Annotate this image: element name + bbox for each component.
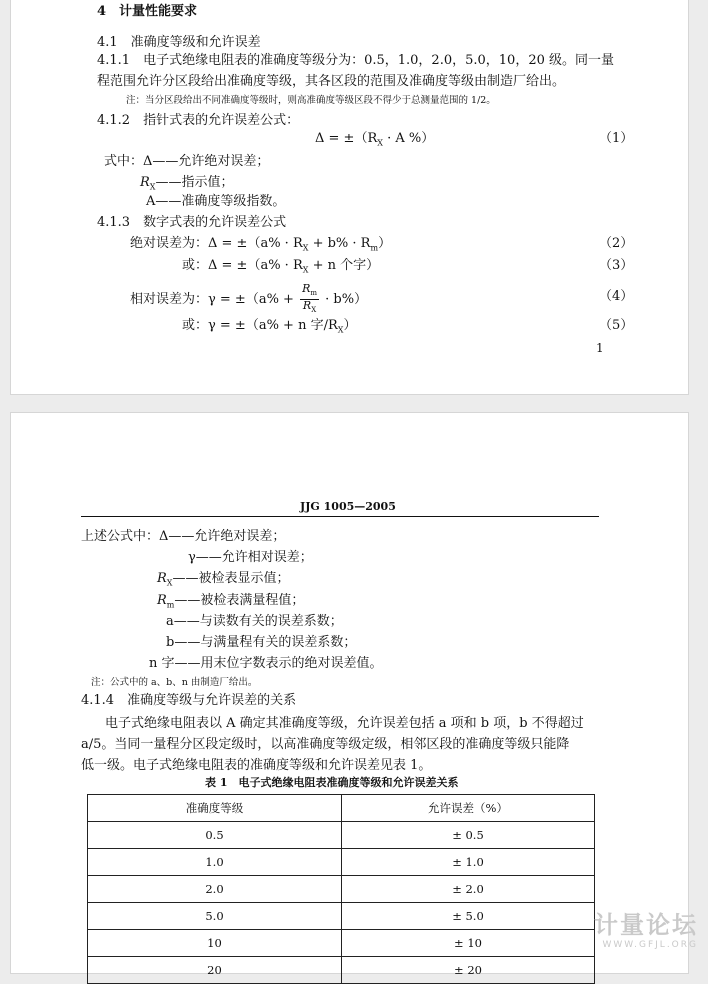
- subsection-4-1-3-title: 4.1.3 数字式表的允许误差公式: [97, 215, 287, 230]
- note-4-1-1: 注：当分区段给出不同准确度等级时，则高准确度等级区段不得少于总测量范围的 1/2。: [126, 95, 496, 106]
- equation-number-5: （5）: [599, 318, 634, 333]
- equation-number-1: （1）: [599, 131, 634, 146]
- legend-rx-symbol: R: [157, 571, 167, 586]
- formula-3-subscript: X: [302, 265, 309, 275]
- paragraph-4-1-4-line3: 低一级。电子式绝缘电阻表的准确度等级和允许误差见表 1。: [81, 758, 432, 773]
- formula-3: [182, 258, 379, 279]
- table-cell: ± 1.0: [342, 849, 595, 876]
- paragraph-4-1-1-line2: 程范围允许分区段给出准确度等级，其各区段的范围及准确度等级由制造厂给出。: [97, 74, 566, 89]
- table-cell: 5.0: [88, 903, 342, 930]
- formula-3-tail: + n 个字）: [308, 258, 380, 273]
- where-rx-symbol: R: [140, 175, 150, 190]
- fraction-denominator-subscript: X: [311, 306, 317, 315]
- table-row: [88, 849, 595, 876]
- legend-rx-text: ——被检表显示值；: [172, 571, 290, 586]
- table-cell: ± 0.5: [342, 822, 595, 849]
- table-cell: 10: [88, 930, 342, 957]
- table-cell: ± 10: [342, 930, 595, 957]
- formula-1-subscript: X: [377, 138, 383, 148]
- table-header-cell: 准确度等级: [88, 795, 342, 822]
- legend-rm-symbol: R: [157, 593, 167, 608]
- table-row: [88, 876, 595, 903]
- table-cell: ± 20: [342, 957, 595, 984]
- legend-rx-subscript: X: [166, 578, 173, 588]
- table-cell: 0.5: [88, 822, 342, 849]
- running-header: JJG 1005—2005: [300, 500, 396, 513]
- formula-1-tail: · A %）: [382, 131, 435, 146]
- watermark: [594, 905, 698, 950]
- watermark-url: WWW.GFJL.ORG: [602, 940, 698, 950]
- formula-2-text: 绝对误差为：Δ = ±（a% · R: [130, 236, 303, 251]
- paragraph-4-1-4-line1: 电子式绝缘电阻表以 A 确定其准确度等级，允许误差包括 a 项和 b 项，b 不得超过: [105, 716, 584, 731]
- watermark-brand: 计量论坛: [594, 911, 698, 939]
- table-cell: 20: [88, 957, 342, 984]
- document-page-1: [10, 0, 689, 395]
- table-header-row: [88, 795, 595, 822]
- formula-4-text: 相对误差为：γ = ±（a% +: [130, 292, 294, 308]
- table-row: [88, 903, 595, 930]
- formula-5: [182, 318, 356, 339]
- formula-5-subscript: X: [337, 325, 344, 335]
- document-page-2: [10, 412, 689, 977]
- accuracy-table: [87, 794, 595, 984]
- formula-2: [130, 236, 391, 257]
- formula-1-text: Δ = ±（R: [315, 131, 378, 146]
- formula-2-subscript-1: X: [302, 243, 309, 253]
- formula-5-tail: ）: [343, 318, 357, 333]
- subsection-4-1-4-title: 4.1.4 准确度等级与允许误差的关系: [81, 693, 297, 708]
- legend-n: n 字——用末位字数表示的绝对误差值。: [149, 656, 383, 671]
- equation-number-4: （4）: [599, 289, 634, 304]
- page-number: 1: [596, 341, 604, 355]
- table-row: [88, 930, 595, 957]
- fraction-denominator: R: [302, 299, 312, 313]
- table-cell: 2.0: [88, 876, 342, 903]
- paragraph-4-1-1-line1: 4.1.1 电子式绝缘电阻表的准确度等级分为：0.5，1.0，2.0，5.0，10，20 级。同一量: [97, 53, 614, 68]
- legend-b: b——与满量程有关的误差系数；: [166, 635, 357, 650]
- legend-a: a——与读数有关的误差系数；: [166, 614, 343, 629]
- where-a: A——准确度等级指数。: [146, 194, 286, 209]
- formula-4-fraction: [300, 283, 319, 316]
- legend-intro: 上述公式中：Δ——允许绝对误差；: [81, 529, 286, 544]
- table-cell: ± 2.0: [342, 876, 595, 903]
- paragraph-4-1-4-line2: a/5。当同一量程分区段定级时，以高准确度等级定级，相邻区段的准确度等级只能降: [81, 737, 570, 752]
- subsection-4-1-title: 4.1 准确度等级和允许误差: [97, 35, 261, 50]
- table-cell: 1.0: [88, 849, 342, 876]
- formula-1: [315, 131, 434, 152]
- where-rx-text: ——指示值；: [155, 175, 234, 190]
- table-row: [88, 822, 595, 849]
- legend-rx: [157, 571, 290, 592]
- table-caption: 表 1 电子式绝缘电阻表准确度等级和允许误差关系: [205, 776, 459, 789]
- legend-rm-subscript: m: [166, 600, 175, 610]
- legend-rm-text: ——被检表满量程值；: [174, 593, 305, 608]
- table-cell: ± 5.0: [342, 903, 595, 930]
- formula-4-tail: · b%）: [321, 292, 368, 308]
- subsection-4-1-2-title: 4.1.2 指针式表的允许误差公式：: [97, 113, 300, 128]
- formula-5-text: 或：γ = ±（a% + n 字/R: [182, 318, 338, 333]
- section-title: 4 计量性能要求: [97, 4, 198, 19]
- formula-2-tail: ）: [378, 236, 392, 251]
- formula-2-subscript-2: m: [370, 243, 379, 253]
- equation-number-3: （3）: [599, 258, 634, 273]
- formula-4: [130, 283, 367, 316]
- fraction-numerator-subscript: m: [310, 289, 318, 298]
- where-delta: 式中：Δ——允许绝对误差；: [104, 154, 270, 169]
- legend-rm: [157, 593, 304, 614]
- note-coefficients: 注：公式中的 a、b、n 由制造厂给出。: [91, 677, 258, 688]
- fraction-numerator: R: [302, 282, 311, 295]
- formula-2-mid: + b% · R: [308, 236, 371, 251]
- where-rx-subscript: X: [149, 182, 156, 192]
- table-row: [88, 957, 595, 984]
- formula-3-text: 或：Δ = ±（a% · R: [182, 258, 303, 273]
- table-header-cell: 允许误差（%）: [342, 795, 595, 822]
- header-rule: [81, 516, 599, 517]
- where-rx: [140, 175, 234, 196]
- equation-number-2: （2）: [599, 236, 634, 251]
- legend-gamma: γ——允许相对误差；: [188, 550, 313, 565]
